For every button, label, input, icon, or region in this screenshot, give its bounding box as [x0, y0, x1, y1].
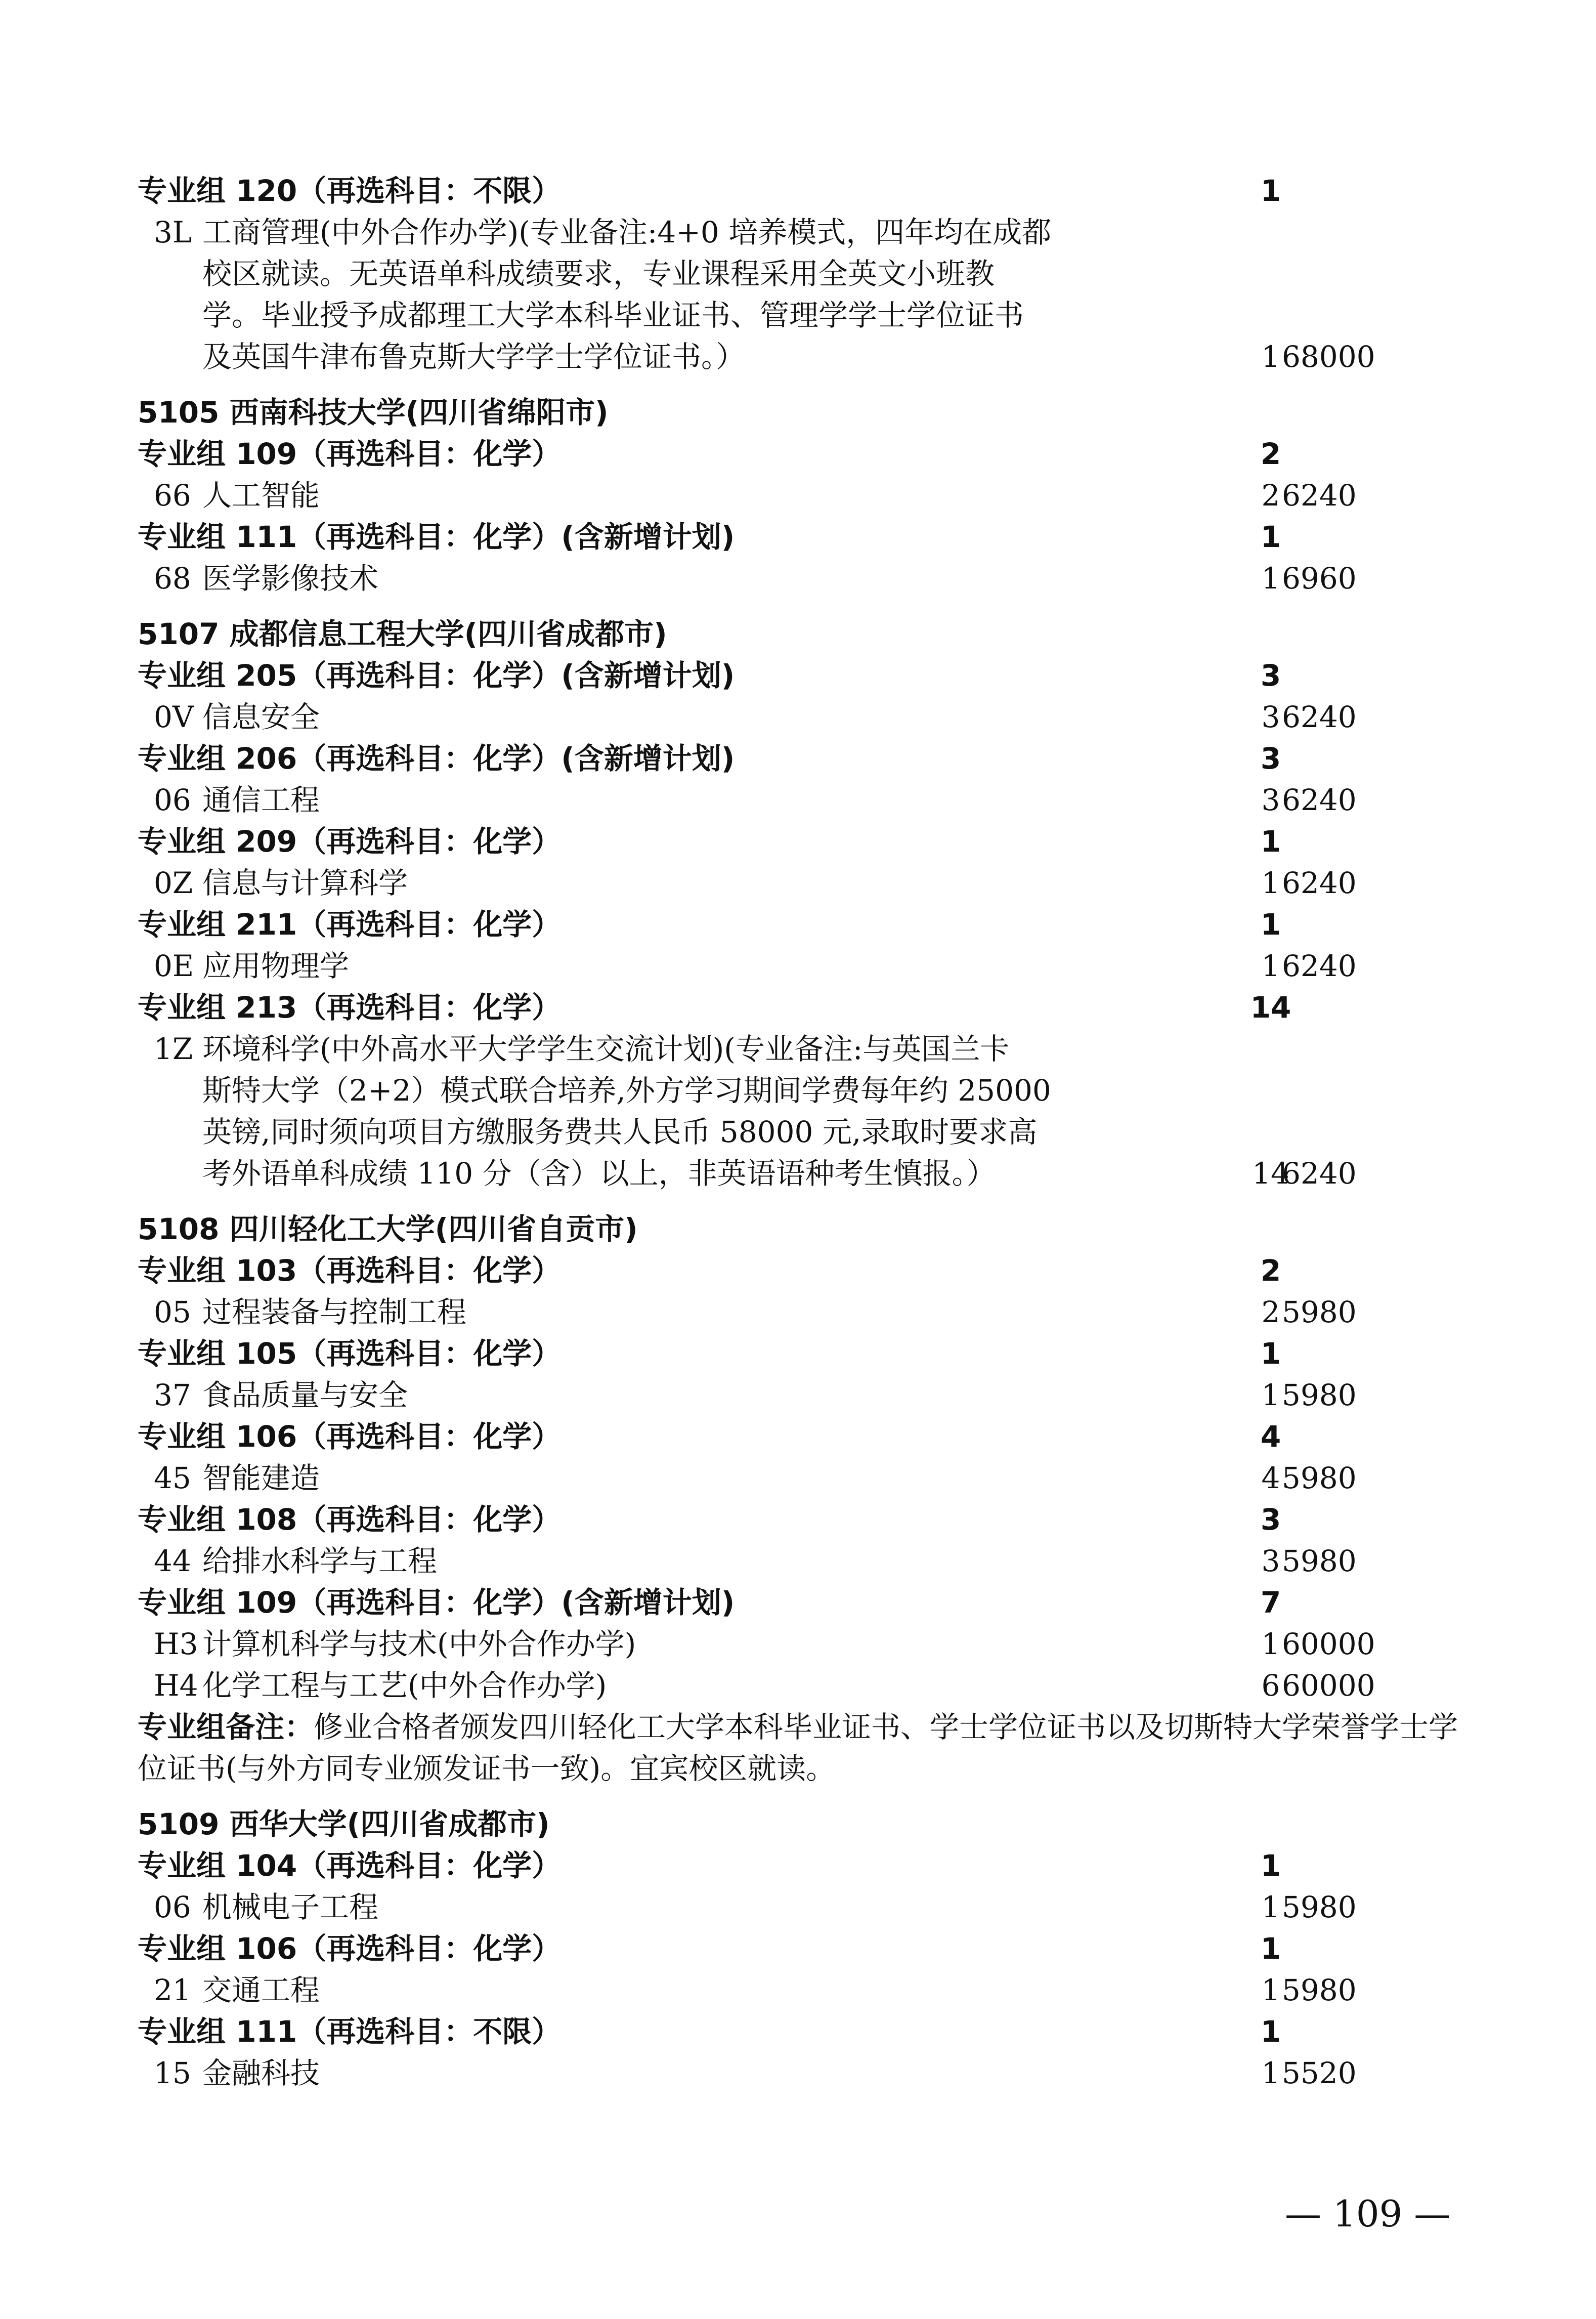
major-tuition: 68000 [1282, 340, 1375, 374]
major-code: 45 [154, 1461, 191, 1495]
major-group-row [138, 821, 1483, 862]
major-tuition: 6240 [1282, 478, 1357, 513]
major-group-label: 专业组 213（再选科目：化学） [138, 990, 562, 1025]
major-tuition: 5980 [1282, 1295, 1357, 1329]
school-heading: 5107 成都信息工程大学(四川省成都市) [138, 617, 667, 651]
major-plan-count: 3 [1261, 1544, 1280, 1578]
major-name: 交通工程 [202, 1973, 320, 2007]
major-code: 0V [154, 700, 194, 734]
major-code: 44 [154, 1544, 191, 1578]
major-group-row [138, 2011, 1483, 2052]
major-row-multiline [138, 212, 1483, 377]
major-group-label: 专业组 104（再选科目：化学） [138, 1848, 562, 1883]
group-note-label: 专业组备注： [138, 1710, 314, 1744]
major-group-label: 专业组 211（再选科目：化学） [138, 907, 562, 942]
major-code: 06 [154, 783, 191, 817]
major-group-row [138, 1928, 1483, 1969]
major-code: 15 [154, 2056, 191, 2090]
major-description-line [138, 336, 1483, 377]
major-plan-count: 1 [1261, 1378, 1280, 1412]
major-row [138, 696, 1483, 738]
major-row [138, 1540, 1483, 1582]
major-group-row [138, 1582, 1483, 1623]
major-description-text: 工商管理(中外合作办学)(专业备注:4+0 培养模式，四年均在成都 [202, 215, 1052, 249]
major-code: 05 [154, 1295, 191, 1329]
major-row [138, 1969, 1483, 2011]
major-code: 0Z [154, 866, 193, 900]
major-name: 化学工程与工艺(中外合作办学) [202, 1668, 607, 1703]
major-plan-count: 2 [1261, 1295, 1280, 1329]
major-description-line [138, 1153, 1483, 1194]
major-group-row [138, 170, 1483, 212]
major-description-text: 及英国牛津布鲁克斯大学学士学位证书。） [202, 340, 746, 374]
school-heading: 5109 西华大学(四川省成都市) [138, 1807, 550, 1841]
major-description-line [138, 253, 1483, 294]
major-group-row [138, 1250, 1483, 1291]
major-code: 06 [154, 1890, 191, 1924]
major-description-line [138, 1111, 1483, 1153]
page-number: — 109 — [1285, 2192, 1451, 2235]
major-tuition: 60000 [1282, 1668, 1375, 1703]
major-code: H3 [154, 1627, 198, 1661]
major-plan-count: 3 [1261, 783, 1280, 817]
major-tuition: 6960 [1282, 561, 1357, 596]
group-plan-count: 2 [1260, 1253, 1281, 1288]
major-row-multiline [138, 1028, 1483, 1194]
major-tuition: 60000 [1282, 1627, 1375, 1661]
school-heading: 5108 四川轻化工大学(四川省自贡市) [138, 1212, 638, 1246]
group-plan-count: 2 [1260, 437, 1281, 471]
group-plan-count: 1 [1260, 2014, 1281, 2049]
major-name: 人工智能 [202, 478, 320, 513]
major-group-label: 专业组 206（再选科目：化学）(含新增计划) [138, 741, 735, 776]
group-plan-count: 1 [1260, 907, 1281, 942]
major-tuition: 6240 [1282, 866, 1357, 900]
major-group-label: 专业组 109（再选科目：化学） [138, 437, 562, 471]
major-group-label: 专业组 205（再选科目：化学）(含新增计划) [138, 658, 735, 693]
major-plan-count: 6 [1261, 1668, 1280, 1703]
major-plan-count: 2 [1261, 478, 1280, 513]
major-name: 应用物理学 [202, 949, 350, 983]
major-group-label: 专业组 106（再选科目：化学） [138, 1419, 562, 1454]
major-group-label: 专业组 111（再选科目：化学）(含新增计划) [138, 520, 735, 554]
group-plan-count: 1 [1260, 174, 1281, 208]
major-name: 信息安全 [202, 700, 320, 734]
major-tuition: 5980 [1282, 1890, 1357, 1924]
major-description-text: 英镑,同时须向项目方缴服务费共人民币 58000 元,录取时要求高 [202, 1115, 1038, 1149]
major-tuition: 5520 [1282, 2056, 1357, 2090]
major-tuition: 5980 [1282, 1544, 1357, 1578]
major-row [138, 1291, 1483, 1333]
major-name: 食品质量与安全 [202, 1378, 408, 1412]
group-plan-count: 1 [1260, 1848, 1281, 1883]
major-tuition: 6240 [1282, 783, 1357, 817]
major-group-label: 专业组 108（再选科目：化学） [138, 1502, 562, 1537]
major-plan-count: 14 [1252, 1156, 1289, 1191]
major-plan-count: 1 [1261, 1627, 1280, 1661]
major-plan-count: 4 [1261, 1461, 1280, 1495]
major-name: 计算机科学与技术(中外合作办学) [202, 1627, 636, 1661]
major-description-line [138, 212, 1483, 253]
group-plan-count: 3 [1260, 658, 1281, 693]
major-group-row [138, 987, 1483, 1028]
major-group-row [138, 1333, 1483, 1374]
major-row [138, 779, 1483, 821]
major-description-text: 环境科学(中外高水平大学学生交流计划)(专业备注:与英国兰卡 [202, 1032, 1010, 1066]
major-group-row [138, 1845, 1483, 1886]
group-plan-count: 7 [1260, 1585, 1281, 1620]
major-row [138, 1623, 1483, 1665]
major-code: H4 [154, 1668, 198, 1703]
major-row [138, 475, 1483, 516]
major-plan-count: 3 [1261, 700, 1280, 734]
group-plan-count: 4 [1260, 1419, 1281, 1454]
major-row [138, 945, 1483, 987]
school-heading: 5105 西南科技大学(四川省绵阳市) [138, 395, 609, 430]
group-plan-count: 3 [1260, 741, 1281, 776]
major-plan-count: 1 [1261, 949, 1280, 983]
major-group-label: 专业组 111（再选科目：不限） [138, 2014, 562, 2049]
major-description-text: 考外语单科成绩 110 分（含）以上，非英语语种考生慎报。） [202, 1156, 996, 1191]
group-plan-count: 14 [1250, 990, 1291, 1025]
group-plan-count: 1 [1260, 1336, 1281, 1371]
major-description-line [138, 1028, 1483, 1070]
group-note [138, 1706, 1483, 1789]
major-group-row [138, 904, 1483, 945]
major-tuition: 6240 [1282, 700, 1357, 734]
major-description-text: 斯特大学（2+2）模式联合培养,外方学习期间学费每年约 25000 [202, 1073, 1051, 1108]
major-plan-count: 1 [1261, 1973, 1280, 2007]
major-group-row [138, 1416, 1483, 1457]
group-plan-count: 3 [1260, 1502, 1281, 1537]
major-row [138, 1457, 1483, 1499]
major-description-line [138, 294, 1483, 336]
major-description-text: 校区就读。无英语单科成绩要求，专业课程采用全英文小班教 [202, 257, 995, 291]
major-plan-count: 1 [1261, 866, 1280, 900]
group-note-text: 修业合格者颁发四川轻化工大学本科毕业证书、学士学位证书以及切斯特大学荣誉学士学位证书(与外方同专业颁发证书一致)。宜宾校区就读。 [138, 1710, 1458, 1786]
major-code: 3L [154, 215, 192, 249]
major-plan-count: 1 [1261, 561, 1280, 596]
major-name: 医学影像技术 [202, 561, 379, 596]
major-group-label: 专业组 106（再选科目：化学） [138, 1931, 562, 1966]
major-row [138, 1374, 1483, 1416]
major-code: 68 [154, 561, 191, 596]
enrollment-plan-list [138, 170, 1483, 2094]
major-plan-count: 1 [1261, 2056, 1280, 2090]
major-row [138, 558, 1483, 599]
major-tuition: 6240 [1282, 949, 1357, 983]
major-name: 智能建造 [202, 1461, 320, 1495]
major-code: 37 [154, 1378, 191, 1412]
major-group-row [138, 738, 1483, 779]
major-group-row [138, 516, 1483, 558]
major-group-label: 专业组 120（再选科目：不限） [138, 174, 562, 208]
group-plan-count: 1 [1260, 824, 1281, 859]
major-row [138, 862, 1483, 904]
major-name: 信息与计算科学 [202, 866, 408, 900]
major-name: 金融科技 [202, 2056, 320, 2090]
major-name: 机械电子工程 [202, 1890, 379, 1924]
major-description-text: 学。毕业授予成都理工大学本科毕业证书、管理学学士学位证书 [202, 298, 1024, 332]
major-group-row [138, 433, 1483, 475]
major-row [138, 1886, 1483, 1928]
group-plan-count: 1 [1260, 1931, 1281, 1966]
major-name: 过程装备与控制工程 [202, 1295, 467, 1329]
group-plan-count: 1 [1260, 520, 1281, 554]
major-group-row [138, 1499, 1483, 1540]
major-plan-count: 1 [1261, 340, 1280, 374]
major-group-label: 专业组 103（再选科目：化学） [138, 1253, 562, 1288]
major-plan-count: 1 [1261, 1890, 1280, 1924]
major-group-label: 专业组 105（再选科目：化学） [138, 1336, 562, 1371]
major-group-row [138, 655, 1483, 696]
major-group-label: 专业组 209（再选科目：化学） [138, 824, 562, 859]
major-tuition: 5980 [1282, 1461, 1357, 1495]
major-code: 0E [154, 949, 194, 983]
major-tuition: 6240 [1282, 1156, 1357, 1191]
major-row [138, 1665, 1483, 1706]
major-group-label: 专业组 109（再选科目：化学）(含新增计划) [138, 1585, 735, 1620]
major-code: 66 [154, 478, 191, 513]
major-code: 1Z [154, 1032, 193, 1066]
major-tuition: 5980 [1282, 1973, 1357, 2007]
major-code: 21 [154, 1973, 191, 2007]
major-row [138, 2052, 1483, 2094]
major-name: 给排水科学与工程 [202, 1544, 438, 1578]
major-name: 通信工程 [202, 783, 320, 817]
major-tuition: 5980 [1282, 1378, 1357, 1412]
major-description-line [138, 1070, 1483, 1111]
